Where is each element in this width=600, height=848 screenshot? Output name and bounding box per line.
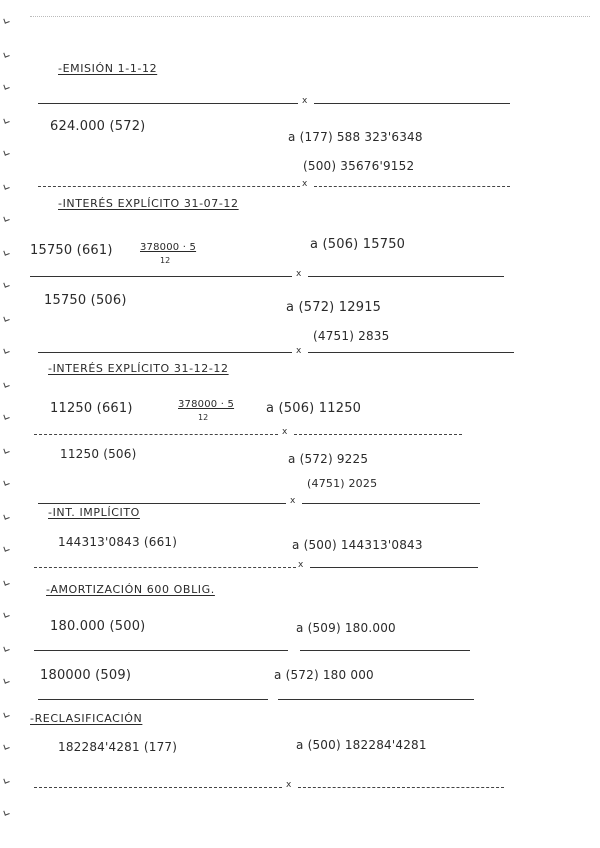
- rule-left: [34, 650, 288, 651]
- fraction-denominator: 12: [160, 256, 171, 265]
- rule-left: [38, 503, 286, 504]
- entry-credit: a (572) 12915: [286, 300, 382, 315]
- rule-left: [38, 352, 292, 353]
- rule-left: [38, 699, 268, 700]
- separator-x: x: [286, 780, 292, 790]
- entry-credit: a (509) 180.000: [296, 621, 396, 635]
- entry-credit: a (500) 182284'4281: [296, 738, 427, 752]
- heading-reclasificacion: -RECLASIFICACIÓN: [30, 712, 143, 725]
- rule-right: [278, 699, 474, 700]
- rule-left: [30, 276, 292, 277]
- rule-left: [38, 186, 300, 187]
- separator-x: x: [302, 179, 308, 189]
- entry-debit: 11250 (661): [50, 401, 133, 416]
- binder-margin: [0, 0, 20, 848]
- separator-x: x: [296, 346, 302, 356]
- separator-x: x: [298, 560, 304, 570]
- fraction-numerator: 378000 · 5: [140, 242, 197, 253]
- rule-right: [310, 567, 478, 568]
- rule-left: [34, 567, 296, 568]
- heading-interes-implicito: -INT. IMPLÍCITO: [48, 506, 140, 519]
- entry-debit: 144313'0843 (661): [58, 535, 178, 549]
- separator-x: x: [302, 96, 308, 106]
- separator-x: x: [290, 496, 296, 506]
- entry-credit: a (572) 9225: [288, 452, 369, 466]
- rule-right: [308, 352, 514, 353]
- heading-amortizacion: -AMORTIZACIÓN 600 OBLIG.: [46, 583, 215, 596]
- rule-right: [314, 103, 510, 104]
- entry-credit: a (506) 11250: [266, 401, 362, 416]
- rule-left: [34, 434, 278, 435]
- separator-x: x: [296, 269, 302, 279]
- rule-right: [308, 276, 504, 277]
- rule-right: [294, 434, 462, 435]
- top-faint-line: [30, 16, 590, 21]
- heading-interes-explicito: -INTERÉS EXPLÍCITO 31-07-12: [58, 197, 239, 210]
- entry-credit: a (506) 15750: [310, 237, 406, 252]
- heading-interes-explicito: -INTERÉS EXPLÍCITO 31-12-12: [48, 362, 229, 375]
- entry-credit: (4751) 2835: [313, 329, 390, 343]
- entry-credit: (500) 35676'9152: [303, 159, 415, 173]
- entry-debit: 180000 (509): [40, 668, 132, 683]
- rule-left: [34, 787, 282, 788]
- entry-debit: 15750 (661): [30, 243, 113, 258]
- entry-debit: 180.000 (500): [50, 619, 146, 634]
- rule-right: [314, 186, 510, 187]
- fraction-denominator: 12: [198, 413, 209, 422]
- heading-emision: -EMISIÓN 1-1-12: [58, 62, 158, 75]
- rule-right: [300, 650, 470, 651]
- entry-debit: 182284'4281 (177): [58, 740, 178, 754]
- entry-debit: 15750 (506): [44, 293, 127, 308]
- rule-right: [302, 503, 480, 504]
- rule-right: [298, 787, 504, 788]
- entry-debit: 624.000 (572): [50, 119, 146, 134]
- separator-x: x: [282, 427, 288, 437]
- entry-credit: (4751) 2025: [307, 477, 378, 490]
- rule-left: [38, 103, 298, 104]
- entry-credit: a (500) 144313'0843: [292, 538, 423, 552]
- fraction-numerator: 378000 · 5: [178, 399, 235, 410]
- entry-debit: 11250 (506): [60, 447, 137, 461]
- entry-credit: a (572) 180 000: [274, 668, 374, 682]
- entry-credit: a (177) 588 323'6348: [288, 130, 423, 144]
